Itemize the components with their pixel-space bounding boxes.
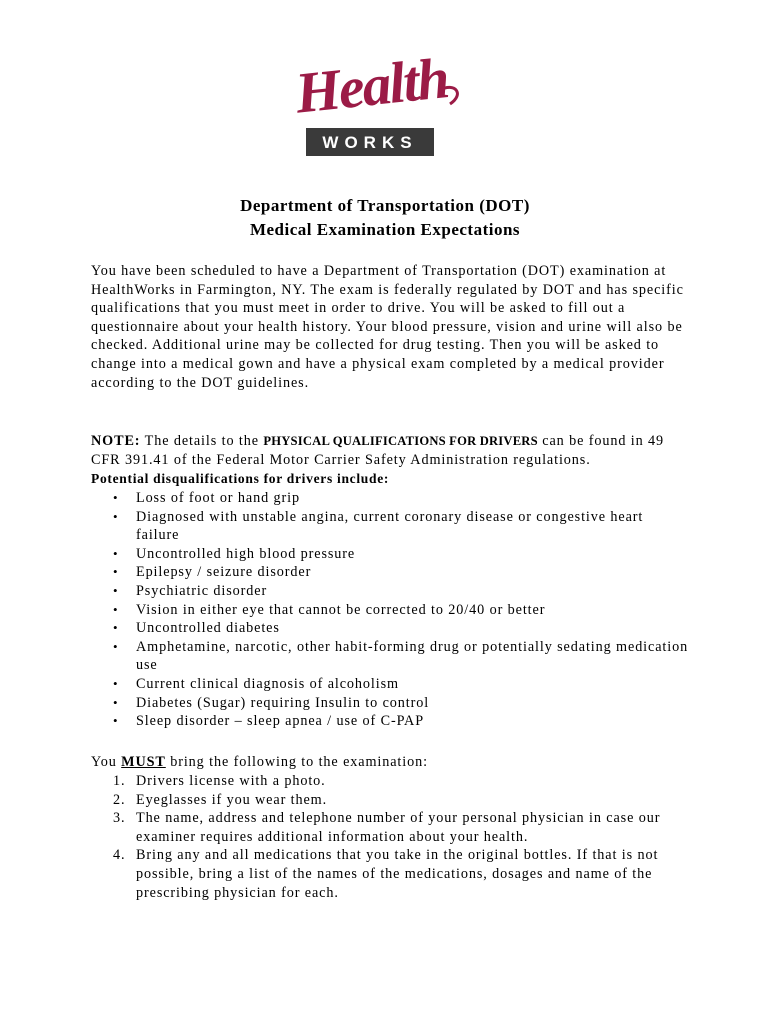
note-text-after: can be found in 49 CFR 391.41 of the Federal Motor Carrier Safety Administration regulations.: [91, 433, 665, 468]
list-item: [91, 809, 691, 846]
list-item: • Current clinical diagnosis of alcoholism: [91, 675, 691, 694]
list-item: • Uncontrolled diabetes: [91, 619, 691, 638]
list-item: [91, 772, 691, 791]
must-bring-intro-after: bring the following to the examination:: [165, 754, 428, 770]
list-item: • Sleep disorder – sleep apnea / use of C-PAP: [91, 712, 691, 731]
intro-paragraph: You have been scheduled to have a Department of Transportation (DOT) examination at HealthWorks in Farmington, NY. The exam is federally regulated by DOT and has specific qualifications that you must meet in order to drive. You will be asked to fill out a questionnaire about your health history. Your blood pressure, vision and urine will also be checked. Additional urine may be collected for drug testing. Then you will be asked to change into a medical gown and have a physical exam completed by a medical provider according to the DOT guidelines.: [91, 263, 684, 391]
list-item-text: Drivers license with a photo.: [136, 773, 326, 789]
healthworks-logo: [290, 42, 470, 160]
list-item-text: The name, address and telephone number of your personal physician in case our examiner requires additional information about your health.: [136, 810, 661, 845]
note-text-before: The details to the: [140, 433, 264, 449]
list-item: • Loss of foot or hand grip: [91, 489, 691, 508]
list-item: • Amphetamine, narcotic, other habit-forming drug or potentially sedating medication use: [91, 638, 691, 675]
list-item: [91, 846, 691, 902]
svg-text:WORKS: WORKS: [322, 133, 418, 152]
disqualifications-heading: Potential disqualifications for drivers include:: [91, 471, 390, 486]
list-number: 1.: [113, 773, 126, 789]
svg-text:Health: Health: [292, 45, 451, 126]
list-item-text: Eyeglasses if you wear them.: [136, 791, 328, 808]
note-qualifications-heading: PHYSICAL QUALIFICATIONS FOR DRIVERS: [263, 434, 538, 448]
list-item: • Diagnosed with unstable angina, current coronary disease or congestive heart failure: [91, 508, 691, 545]
list-item: • Uncontrolled high blood pressure: [91, 545, 691, 564]
document-title-line1: Department of Transportation (DOT): [240, 196, 530, 215]
list-item: • Diabetes (Sugar) requiring Insulin to control: [91, 694, 691, 713]
list-item: • Vision in either eye that cannot be corrected to 20/40 or better: [91, 601, 691, 620]
list-item: [91, 791, 691, 810]
must-bring-list: [91, 772, 691, 902]
list-number: 4.: [113, 847, 126, 864]
must-bring-intro-before: You: [91, 754, 122, 770]
must-emphasis: MUST: [121, 754, 166, 770]
list-number: 2.: [113, 791, 126, 808]
document-title-line2: Medical Examination Expectations: [249, 220, 521, 239]
list-item: • Epilepsy / seizure disorder: [91, 563, 691, 582]
must-bring-intro: [91, 754, 428, 771]
note-label: NOTE:: [91, 433, 141, 449]
list-number: 3.: [113, 810, 126, 827]
disqualifications-list: [91, 489, 691, 731]
list-item: • Psychiatric disorder: [91, 582, 691, 601]
note-paragraph: [91, 432, 691, 469]
list-item-text: Bring any and all medications that you take in the original bottles. If that is not possible, bring a list of the names of the medications, dosages and name of the prescribing physician for each.: [136, 847, 659, 901]
